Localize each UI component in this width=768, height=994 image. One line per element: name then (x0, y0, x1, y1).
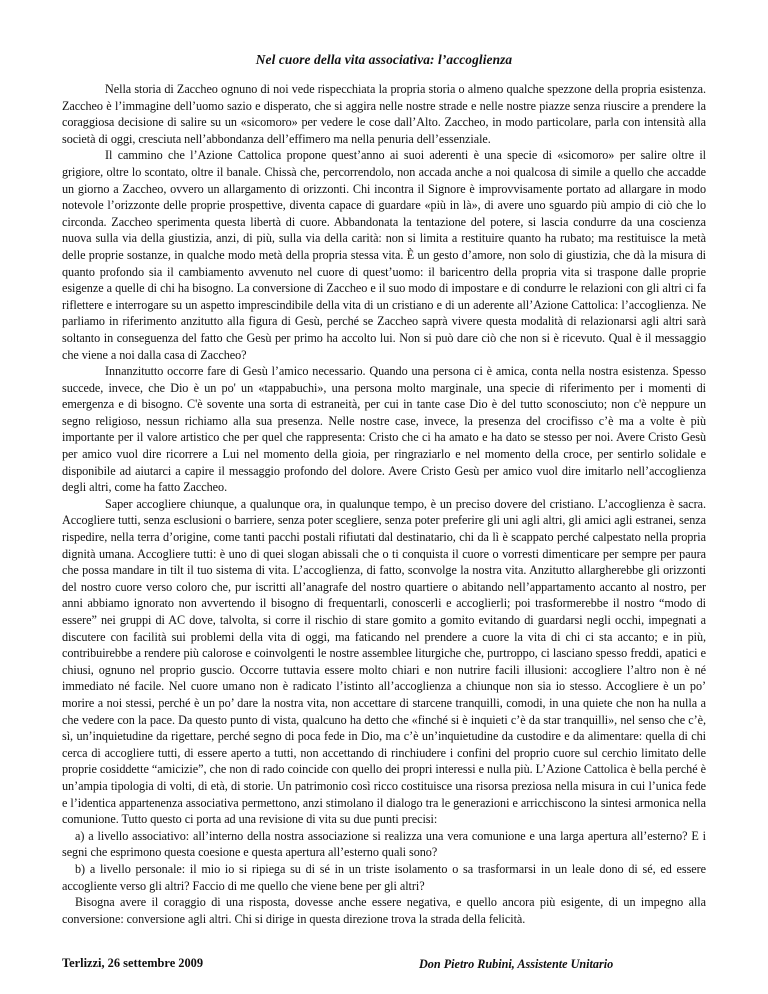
paragraph: Innanzitutto occorre fare di Gesù l’amico necessario. Quando una persona ci è amica, conta nella nostra esistenza. Spesso succede, invece, che Dio è un po' un «tappabuchi», una persona molto marginale, una specie di riferimento per i momenti di emergenza e di bisogno. C'è sovente una sorta di estraneità, per cui in tante case Dio è del tutto sconosciuto; non c'è neppure un segno religioso, nessun richiamo alla sua presenza. Nelle nostre case, invece, la presenza del crocifisso c’è ma a volte è più importante per il valore artistico che per quel che rappresenta: Cristo che ci ha amato e ha dato se stesso per noi. Avere Cristo Gesù per amico vuol dire ricorrere a Lui nel momento della gioia, per ringraziarlo e nel momento della croce, per sentirlo solidale e disponibile ad aiutarci a capire il messaggio profondo del dolore. Avere Cristo Gesù per amico vuol dire imitarlo nell’accoglienza degli altri, come ha fatto Zaccheo. (62, 364, 706, 495)
closing-paragraph: Bisogna avere il coraggio di una risposta, dovesse anche essere negativa, e quello ancora più esigente, di un impegno alla conversione: conversione agli altri. Chi si dirige in questa direzione trova la strada della felicità. (62, 895, 706, 926)
list-item-associativo: a) a livello associativo: all’interno della nostra associazione si realizza una vera comunione e una larga apertura all’esterno? E i segni che esprimono questa coesione e questa apertura all’esterno quali sono? (62, 828, 706, 860)
paragraph: Il cammino che l’Azione Cattolica propone quest’anno ai suoi aderenti è una specie di «sicomoro» per salire oltre il grigiore, oltre lo scontato, oltre il banale. Chissà che, percorrendolo, non accada anche a noi qualcosa di simile a quello che accadde un giorno a Zaccheo, ovvero un allargamento di orizzonti. Chi incontra il Signore è improvvisamente portato ad allargare in modo notevole l’orizzonte delle proprie prospettive, diventa capace di guardare «più in là», di avere uno sguardo più ampio di ciò che lo circonda. Zaccheo sperimenta questa libertà di cuore. Abbandonata la tentazione del potere, si lascia condurre da una coscienza nuova sulla via della giustizia, anzi, di più, sulla via della carità: non si limita a restituire quanto ha rubato; ma restituisce la metà delle proprie sostanze, in qualche modo metà della propria stessa vita. È un gesto d’amore, non solo di giustizia, che dà la misura di quanto profondo sia il cambiamento avvenuto nel cuore di quest’uomo: il baricentro della propria vita si traspone dalle proprie esigenze a quelle di chi ha bisogno. La conversione di Zaccheo e il suo modo di impostare e di condurre le relazioni con gli altri ci fa riflettere e interrogare su un aspetto imprescindibile della vita di un cristiano e di un aderente all’Azione Cattolica: l’accoglienza. Ne parliamo in riferimento anzitutto alla figura di Gesù, perché se Zaccheo saprà vivere questa modalità di relazionarsi agli altri sarà soltanto in conseguenza del fatto che Gesù per primo ha accolto lui. Non si può dare ciò che non si è ricevuto. Qual è il messaggio che viene a noi dalla casa di Zaccheo? (62, 148, 706, 362)
paragraph: Saper accogliere chiunque, a qualunque ora, in qualunque tempo, è un preciso dovere del cristiano. L’accoglienza è sacra. Accogliere tutti, senza esclusioni o barriere, senza poter scegliere, senza poter preferire gli uni agli altri, gli amici agli estranei, senza rispedire, nella terra d’origine, come tanti pacchi postali rifiutati dal destinatario, chi da lì è scappato perché calpestato nella propria dignità umana. Accogliere tutti: è uno di quei slogan abissali che o ti conquista il cuore o vorresti dimenticare per sempre per paura che possa mandare in tilt il tuo sistema di vita. L’accoglienza, di fatto, sconvolge la nostra vita. Anzitutto allargherebbe gli orizzonti del nostro cuore verso coloro che, pur iscritti all’anagrafe del nostro quartiere o abitando nell’appartamento accanto al nostro, per anni abbiamo ignorato non avvertendo il bisogno di frequentarli, conoscerli e accoglierli; poi trasformerebbe il nostro “modo di essere” nei gruppi di AC dove, talvolta, si corre il rischio di stare gomito a gomito evitando di guardarsi negli occhi, impegnati a discutere con facilità sui problemi della vita di oggi, ma faticando nel prendere a cuore la vita di chi ci sta accanto; e in più, contribuirebbe a rendere più calorose e coinvolgenti le nostre assemblee liturgiche che, purtroppo, ci lasciano spesso freddi, apatici e chiusi, ognuno nel proprio guscio. Occorre tuttavia essere molto chiari e non nutrire facili illusioni: accogliere l’altro non è né immediato né facile. Nel cuore umano non è radicato l’istinto all’accoglienza a chiunque non sia io stesso. Accogliere è un po’ morire a noi stessi, perché è un po’ dare la nostra vita, non accettare di starcene tranquilli, comodi, in una quiete che non ha nulla a che vedere con la pace. Da questo punto di vista, qualcuno ha detto che «finché si è inquieti c’è da star tranquilli», nel senso che c’è, sì, un’inquietudine da rigettare, perché segno di poca fede in Dio, ma c’è un’inquietudine da custodire e da alimentare: quella di chi cerca di accogliere tutti, di essere aperto a tutti, non accettando di rinchiudere i confini del proprio cuore sul cerchio limitato delle proprie cosiddette “amicizie”, che non di rado coincide con quello dei propri interessi e nulla più. L’Azione Cattolica è bella perché è un’ampia tipologia di volti, di età, di storie. Un patrimonio così ricco costituisce una risorsa preziosa nella misura in cui l’unica fede e l’identica appartenenza associativa permettono, anzi stimolano il dialogo tra le generazioni e arricchiscono la sintesi armonica nella comunione. Tutto questo ci porta ad una revisione di vita su due punti precisi: (62, 496, 706, 827)
document-body (62, 81, 706, 927)
signature: Don Pietro Rubini, Assistente Unitario (419, 957, 614, 971)
paragraph: Nella storia di Zaccheo ognuno di noi vede rispecchiata la propria storia o almeno qualche spezzone della propria esistenza. Zaccheo è l’immagine dell’uomo sazio e disperato, che si aggira nelle nostre strade e nelle nostre piazze senza riuscire a prendere la coraggiosa decisione di salire su un «sicomoro» per vedere le cose dall’Alto. Zaccheo, in modo particolare, parla con intensità alla società di oggi, cresciuta nell’abbondanza dell’effimero ma nella penuria dell’essenziale. (62, 82, 706, 146)
list-item-personale: b) a livello personale: il mio io si ripiega su di sé in un triste isolamento o sa trasformarsi in un leale dono di sé, ed essere accogliente verso gli altri? Faccio di me quello che viene bene per gli altri? (62, 861, 706, 893)
document-title: Nel cuore della vita associativa: l’accoglienza (255, 52, 513, 67)
place-date: Terlizzi, 26 settembre 2009 (62, 956, 204, 970)
